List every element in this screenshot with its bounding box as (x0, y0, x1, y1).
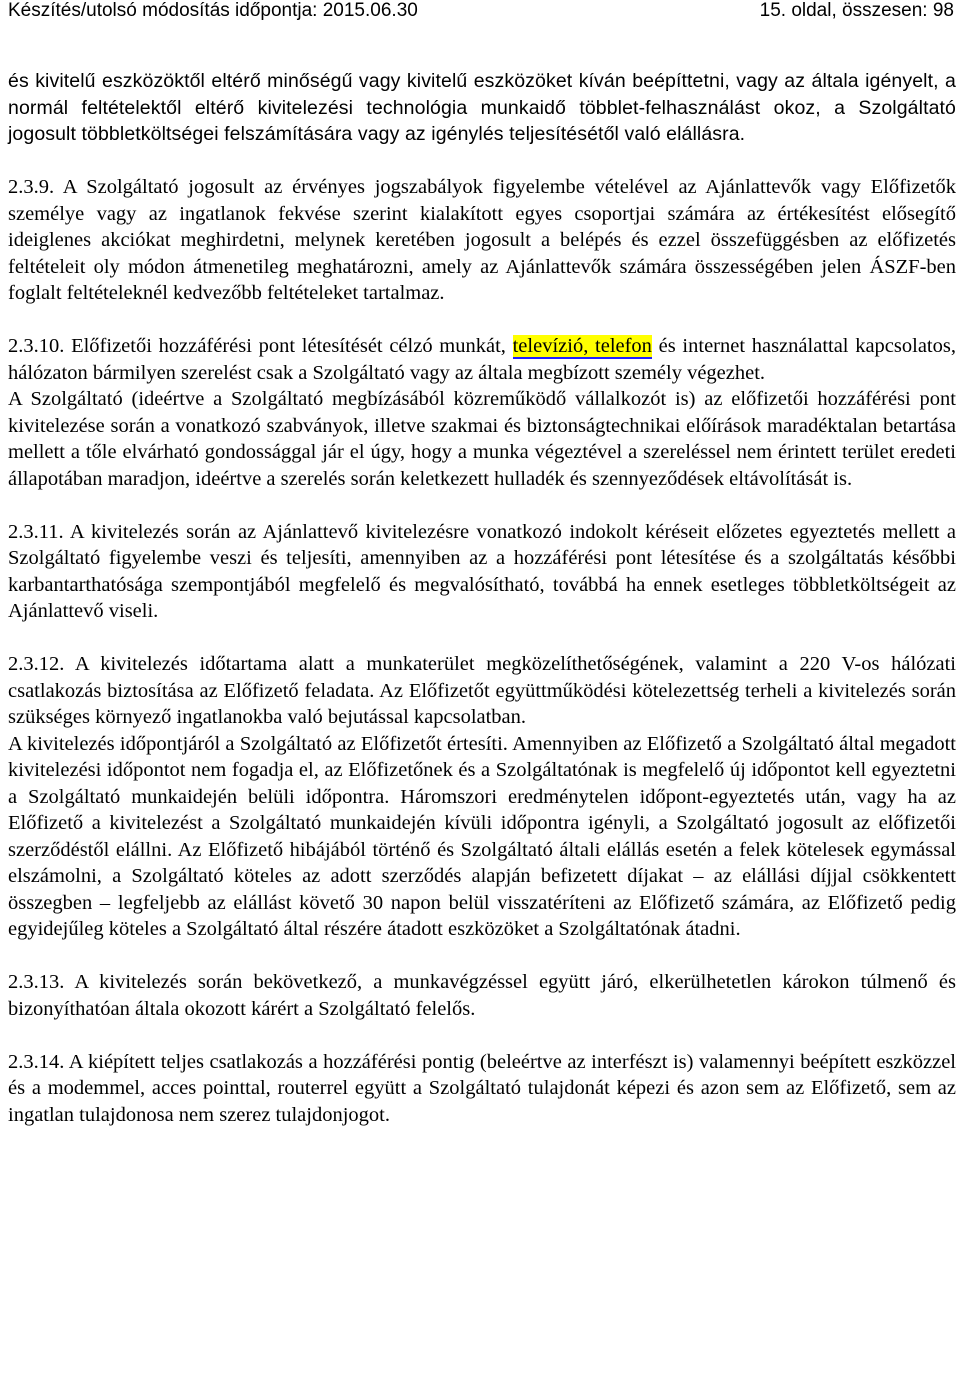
paragraph-2-3-13: 2.3.13. A kivitelezés során bekövetkező, a munkavégzéssel együtt járó, elkerülhetetlen károkon túlmenő és bizonyíthatóan általa okozott kárért a Szolgáltató felelős. (8, 971, 956, 1020)
header-date: Készítés/utolsó módosítás időpontja: 2015.06.30 (8, 0, 418, 21)
paragraph-2-3-9: 2.3.9. A Szolgáltató jogosult az érvényes jogszabályok figyelembe vételével az Ajánlattevők vagy Előfizetők személye vagy az ingatlanok fekvése szerint kialakított egyes csoportjai számára az értékesítést elősegítő ideiglenes akciókat meghirdetni, melynek keretében jogosult a belépés és ezzel összefüggésben az előfizetés feltételeit oly módon átmenetileg meghatározni, amely az Ajánlattevők számára összességében jelen ÁSZF-ben foglalt feltételeknél kedvezőbb feltételeket tartalmaz. (8, 176, 956, 304)
paragraph-2-3-14: 2.3.14. A kiépített teljes csatlakozás a hozzáférési pontig (beleértve az interfészt is) valamennyi beépített eszközzel és a modemmel, acces pointtal, routerrel együtt a Szolgáltató tulajdonát képezi és azon sem az Előfizető, sem az ingatlan tulajdonosa nem szerez tulajdonjogot. (8, 1050, 956, 1126)
page-header (0, 0, 960, 26)
paragraph-scheduling: A kivitelezés időpontjáról a Szolgáltató az Előfizetőt értesíti. Amennyiben az Előfizető a Szolgáltató által megadott kivitelezési időpontot nem fogadja el, az Előfizetőnek és a Szolgáltatónak is megfelelő új időpontot kell egyeztetni a Szolgáltató munkaidején belüli időpontra. Háromszori eredménytelen időpont-egyeztetés után, vagy ha az Előfizető a kivitelezést a Szolgáltató munkaidején kívüli időpontra igényli, a Szolgáltató jogosult az előfizetői szerződéstől elállni. Az Előfizető hibájából történő és Szolgáltató általi elállás esetén a felek kötelesek egymással elszámolni, a Szolgáltató köteles az adott szerződés alapján befizetett díjakat – az elállási díjjal csökkentett összegben – legfeljebb az elállást követő 30 napon belül visszatéríteni az Előfizető számára, az Előfizető pedig egyidejűleg köteles a Szolgáltató által részére átadott eszközöket a Szolgáltatónak átadni. (8, 732, 956, 940)
document-body (8, 68, 956, 1128)
paragraph-2-3-11: 2.3.11. A kivitelezés során az Ajánlattevő kivitelezésre vonatkozó indokolt kéréseit előzetes egyeztetés mellett a Szolgáltató figyelembe veszi és teljesíti, amennyiben az a hozzáférési pont létesítése és a szolgáltatás későbbi karbantarthatósága szempontjából megfelelő és megvalósítható, továbbá ha ennek esetleges többletköltségeit az Ajánlattevő viseli. (8, 520, 956, 622)
paragraph-continuation: és kivitelű eszközöktől eltérő minőségű vagy kivitelű eszközöket kíván beépíttetni, vagy az általa igényelt, a normál feltételektől eltérő kivitelezési technológia munkaidő többlet-felhasználást okoz, a Szolgáltató jogosult többletköltségei felszámítására vagy az igénylés teljesítésétől való elállásra. (8, 70, 956, 145)
paragraph-contractor-duties: A Szolgáltató (ideértve a Szolgáltató megbízásából közreműködő vállalkozót is) az előfizetői hozzáférési pont kivitelezése során a vonatkozó szabványok, illetve szakmai és biztonságtechnikai előírások maradéktalan betartása mellett a tőle elvárható gondossággal jár el úgy, hogy a munka végeztével a szereléssel nem érintett terület eredeti állapotában maradjon, ideértve a szerelés során keletkezett hulladék és szennyeződések eltávolítását is. (8, 388, 956, 490)
paragraph-2-3-10 (8, 333, 956, 386)
paragraph-2-3-10-end: és internet használattal kapcsolatos, hálózaton bármilyen szerelést csak a Szolgáltató vagy az általa megbízott személy végezhet. (8, 335, 956, 384)
paragraph-2-3-12: 2.3.12. A kivitelezés időtartama alatt a munkaterület megközelíthetőségének, valamint a 220 V-os hálózati csatlakozás biztosítása az Előfizető feladata. Az Előfizetőt együttműködési kötelezettség terheli a kivitelezés során szükséges környező ingatlanokba való bejutással kapcsolatban. (8, 653, 956, 728)
paragraph-2-3-10-start: 2.3.10. Előfizetői hozzáférési pont létesítését célzó munkát, (8, 335, 513, 357)
highlighted-text: televízió, telefon (512, 335, 652, 357)
header-page-number: 15. oldal, összesen: 98 (759, 0, 954, 21)
